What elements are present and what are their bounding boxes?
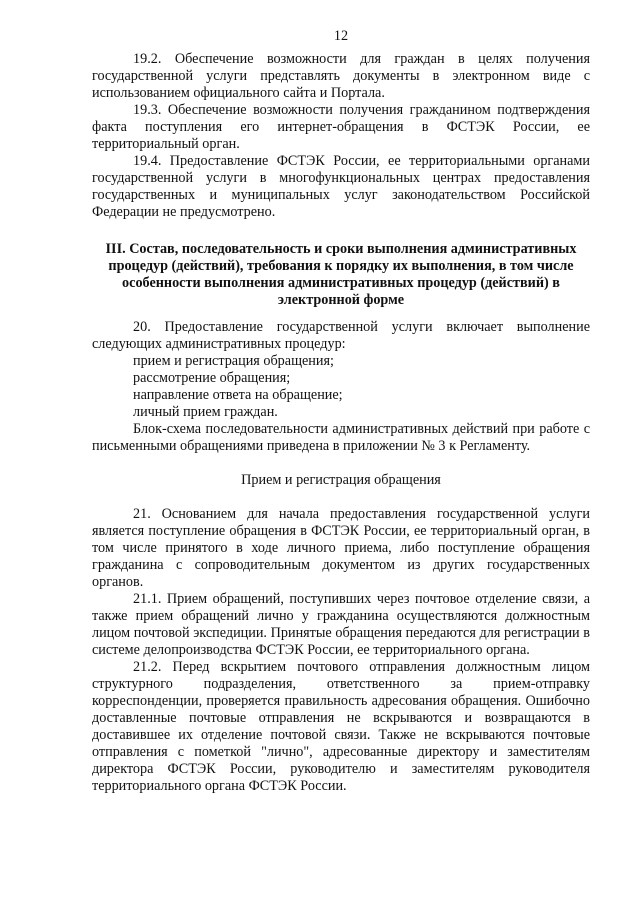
procedure-item: прием и регистрация обращения; bbox=[133, 353, 334, 369]
procedure-item: личный прием граждан. bbox=[133, 404, 278, 420]
paragraph-20: 20. Предоставление государственной услуги включает выполнение следующих административных процедур: bbox=[92, 319, 590, 352]
subheading: Прием и регистрация обращения bbox=[241, 472, 441, 488]
procedure-item: направление ответа на обращение; bbox=[133, 387, 343, 403]
procedure-item: рассмотрение обращения; bbox=[133, 370, 291, 386]
paragraph-21-1: 21.1. Прием обращений, поступивших через почтовое отделение связи, а также прием обращений лично у гражданина осуществляются должностным лицом почтовой экспедиции. Принятые обращения передаются для регистрации в системе делопроизводства ФСТЭК России, ее территориального органа. bbox=[92, 591, 590, 658]
paragraph-19-2: 19.2. Обеспечение возможности для граждан в целях получения государственной услуги представлять документы в электронном виде с использованием официального сайта и Портала. bbox=[92, 51, 590, 101]
section-heading: III. Состав, последовательность и сроки выполнения административных процедур (действий), требования к порядку их выполнения, в том числе особенности выполнения административных процедур (действий) в электронной форме bbox=[105, 241, 577, 308]
paragraph-19-4: 19.4. Предоставление ФСТЭК России, ее территориальными органами государственной услуги в многофункциональных центрах предоставления государственных и муниципальных услуг законодательством Российской Федерации не предусмотрено. bbox=[92, 153, 590, 220]
document-page bbox=[92, 28, 590, 795]
paragraph-21: 21. Основанием для начала предоставления государственной услуги является поступление обращения в ФСТЭК России, ее территориальный орган, в том числе принятого в ходе личного приема, либо поступление обращения гражданина с сопроводительным документом из других государственных органов. bbox=[92, 506, 590, 590]
paragraph-19-3: 19.3. Обеспечение возможности получения гражданином подтверждения факта поступления его интернет-обращения в ФСТЭК России, ее территориальный орган. bbox=[92, 102, 590, 152]
page-number: 12 bbox=[333, 28, 349, 44]
paragraph-blockscheme: Блок-схема последовательности административных действий при работе с письменными обращениями приведена в приложении № 3 к Регламенту. bbox=[92, 421, 590, 454]
paragraph-21-2: 21.2. Перед вскрытием почтового отправления должностным лицом структурного подразделения, ответственного за прием-отправку корреспонденции, проверяется правильность адресования обращения. Ошибочно доставленные почтовые отправления не вскрываются и возвращаются в доставившее их отделение почтовой связи. Также не вскрываются почтовые отправления с пометкой "лично", адресованные директору и заместителям директора ФСТЭК России, руководителю и заместителям руководителя территориального органа ФСТЭК России. bbox=[92, 659, 590, 794]
